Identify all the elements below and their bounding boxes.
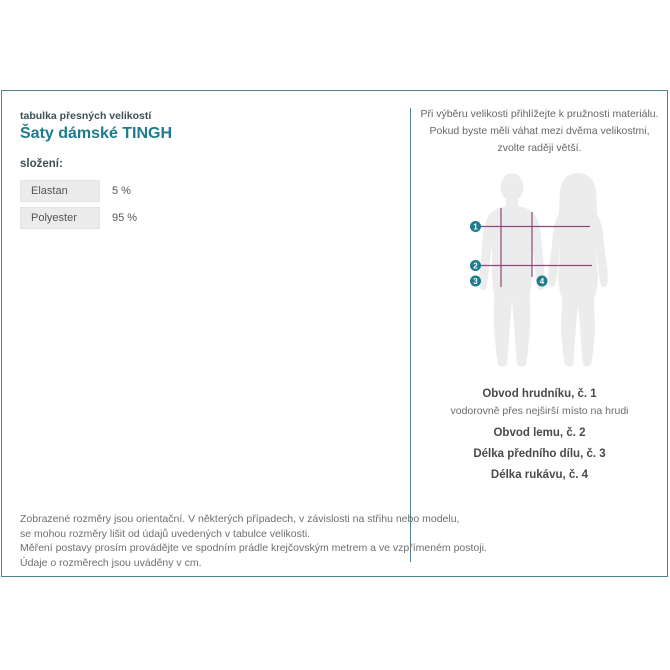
panel-divider (410, 108, 411, 562)
measurement-label-2: Obvod lemu, č. 2 (493, 427, 586, 439)
measurement-label-3: Délka předního dílu, č. 3 (473, 448, 606, 460)
svg-text:4: 4 (539, 276, 545, 286)
disclaimer-line: Měření postavy prosím provádějte ve spodním prádle krejčovským metrem a ve vzpřímeném postoji. (20, 542, 487, 554)
composition-table (20, 180, 137, 234)
marker-4 (537, 276, 548, 287)
measurement-legend (411, 388, 668, 488)
advice-line: Při výběru velikosti přihlížejte k pružnosti materiálu. (420, 108, 659, 120)
table-row (20, 180, 137, 202)
advice-line: zvolte raději větší. (497, 142, 582, 154)
measurement-label-1: Obvod hrudníku, č. 1 (482, 388, 597, 400)
silhouette-back (548, 173, 608, 367)
composition-heading: složení: (20, 158, 63, 170)
disclaimer-text (20, 512, 487, 570)
measurement-diagram (450, 168, 630, 380)
measurement-note-1: vodorovně přes nejširší místo na hrudi (450, 405, 629, 417)
chart-subtitle: tabulka přesných velikostí (20, 110, 152, 122)
material-name-cell: Polyester (20, 207, 100, 229)
product-title: Šaty dámské TINGH (20, 125, 173, 142)
material-name-cell: Elastan (20, 180, 100, 202)
disclaimer-line: se mohou rozměry lišit od údajů uvedených v tabulce velikosti. (20, 527, 311, 540)
sizing-advice-text (411, 106, 668, 157)
marker-3 (470, 276, 481, 287)
svg-text:3: 3 (473, 276, 478, 286)
measurement-label-4: Délka rukávu, č. 4 (490, 469, 589, 481)
disclaimer-line: Zobrazené rozměry jsou orientační. V některých případech, v závislosti na střihu nebo modelu, (20, 513, 460, 525)
marker-2 (470, 260, 481, 271)
advice-line: Pokud byste měli váhat mezi dvěma velikostmi, (429, 125, 650, 137)
svg-text:1: 1 (473, 222, 478, 232)
svg-text:2: 2 (473, 261, 478, 271)
material-value-cell: 95 % (112, 212, 138, 224)
table-row (20, 207, 137, 229)
marker-1 (470, 221, 481, 232)
silhouette-front (479, 173, 545, 367)
disclaimer-line: Údaje o rozměrech jsou uváděny v cm. (20, 556, 202, 569)
material-value-cell: 5 % (112, 185, 131, 197)
